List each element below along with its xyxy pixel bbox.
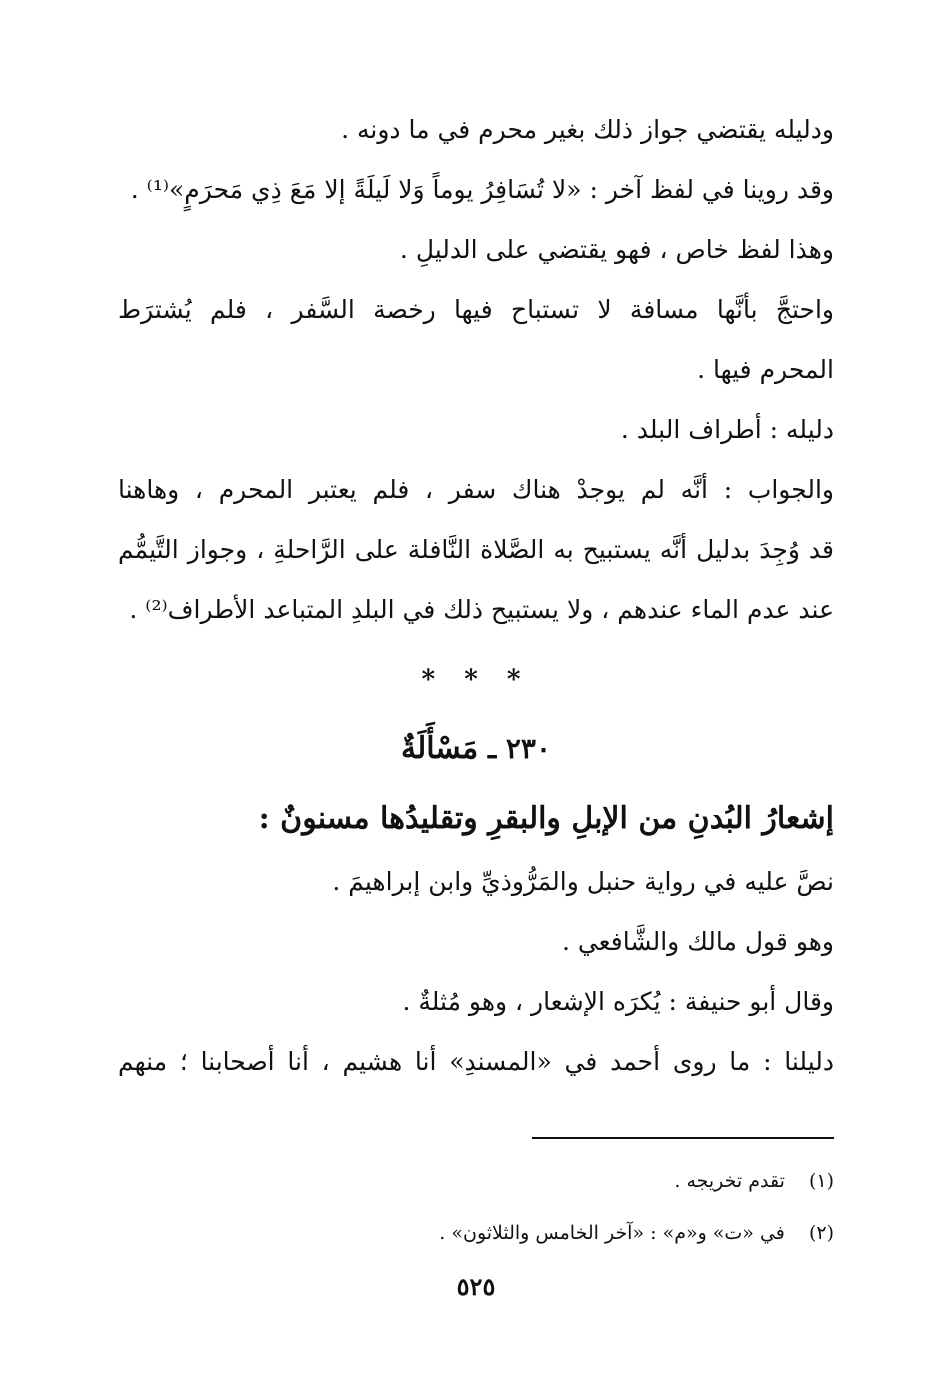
section-separator: * * * xyxy=(421,665,531,695)
section-word: مَسْأَلَةٌ xyxy=(400,731,479,766)
body-line-2: وقد روينا في لفظ آخر : «لا تُسَافِرُ يوماً وَلا لَيلَةً إلا مَعَ ذِي مَحرَمٍ»⁽¹⁾ . xyxy=(130,175,834,204)
footnotes xyxy=(118,1155,834,1259)
page-number: ٥٢٥ xyxy=(456,1272,496,1301)
section-dash: ـ xyxy=(487,732,497,765)
footnote-1 xyxy=(118,1155,834,1207)
page-body xyxy=(118,100,834,1330)
body-line-8: قد وُجِدَ بدليل أنَّه يستبيح به الصَّلاة النَّافلة على الرَّاحلةِ ، وجواز التَّيمُّم xyxy=(118,535,834,564)
body-line-1: ودليله يقتضي جواز ذلك بغير محرم في ما دونه . xyxy=(341,115,834,144)
footnote-divider xyxy=(532,1137,834,1139)
section-title: إشعارُ البُدنِ من الإبلِ والبقرِ وتقليدُها مسنونٌ : xyxy=(258,801,834,836)
section-line-3: وقال أبو حنيفة : يُكرَه الإشعار ، وهو مُثلةٌ . xyxy=(402,987,834,1016)
footnote-text: في «ت» و«م» : «آخر الخامس والثلاثون» . xyxy=(439,1222,785,1244)
section-heading xyxy=(118,714,834,784)
section-line-2: وهو قول مالك والشَّافعي . xyxy=(561,927,834,956)
footnote-number: (٢) xyxy=(808,1222,834,1244)
body-line-6: دليله : أطراف البلد . xyxy=(620,415,834,444)
section-line-4: دليلنا : ما روى أحمد في «المسندِ» أنا هشيم ، أنا أصحابنا ؛ منهم xyxy=(118,1047,834,1076)
body-line-3: وهذا لفظ خاص ، فهو يقتضي على الدليلِ . xyxy=(399,235,834,264)
section-line-1: نصَّ عليه في رواية حنبل والمَرُّوذيِّ وابن إبراهيمَ . xyxy=(332,867,834,896)
body-line-9: عند عدم الماء عندهم ، ولا يستبيح ذلك في البلدِ المتباعد الأطراف⁽²⁾ . xyxy=(129,595,834,624)
body-line-4: واحتجَّ بأنَّها مسافة لا تستباح فيها رخصة السَّفر ، فلم يُشترَط xyxy=(118,295,834,324)
body-line-7: والجواب : أنَّه لم يوجدْ هناك سفر ، فلم يعتبر المحرم ، وهاهنا xyxy=(118,475,834,504)
section-number: ٢٣٠ xyxy=(505,732,552,765)
footnote-2 xyxy=(118,1207,834,1259)
footnote-text: تقدم تخريجه . xyxy=(674,1170,785,1192)
body-line-5: المحرم فيها . xyxy=(697,355,834,384)
footnote-number: (١) xyxy=(808,1170,834,1192)
